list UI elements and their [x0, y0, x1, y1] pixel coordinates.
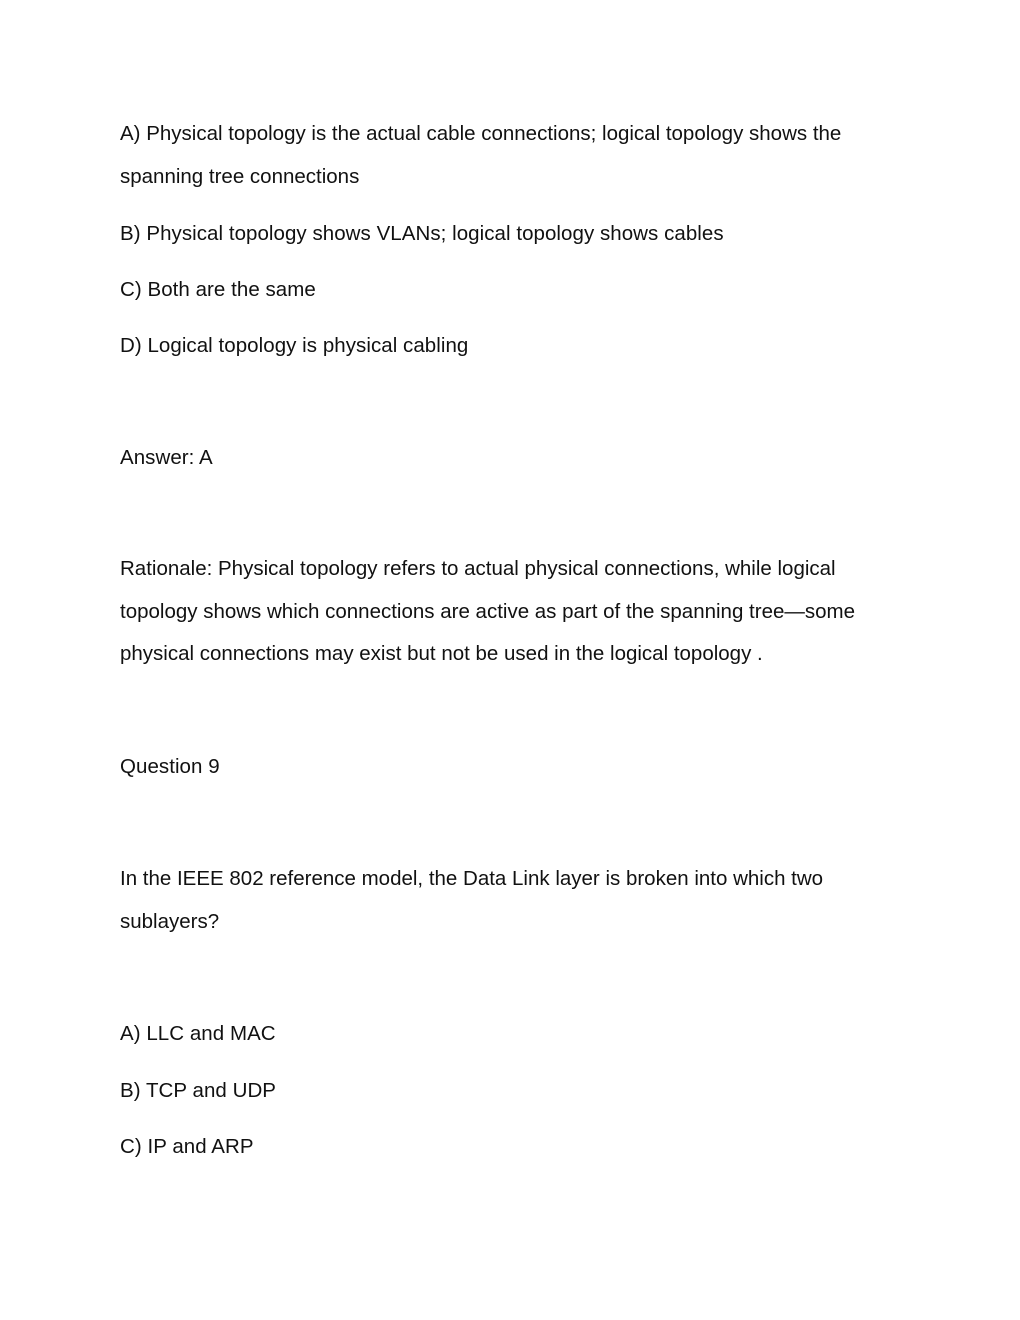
question-9-option-c: C) IP and ARP — [120, 1135, 254, 1158]
question-9-prompt — [120, 858, 910, 943]
question-9-option-b: B) TCP and UDP — [120, 1079, 277, 1102]
rationale-line-2: topology shows which connections are active as part of the spanning tree—some — [120, 599, 855, 623]
question-9-option-a: A) LLC and MAC — [120, 1022, 276, 1045]
question-9-heading: Question 9 — [120, 755, 220, 778]
rationale-line-1: Rationale: Physical topology refers to actual physical connections, while logical — [120, 557, 836, 580]
question-9-prompt-line-2: sublayers? — [120, 909, 220, 933]
rationale-text — [120, 548, 910, 676]
option-b-previous: B) Physical topology shows VLANs; logical topology shows cables — [120, 222, 724, 245]
option-c-previous: C) Both are the same — [120, 278, 316, 301]
rationale-line-3: physical connections may exist but not be used in the logical topology . — [120, 642, 763, 665]
option-a-line-2: spanning tree connections — [120, 164, 360, 188]
option-a-previous — [120, 113, 910, 198]
option-d-previous: D) Logical topology is physical cabling — [120, 334, 469, 357]
option-a-line-1: A) Physical topology is the actual cable connections; logical topology shows the — [120, 122, 842, 145]
answer-text: Answer: A — [120, 446, 213, 469]
question-9-prompt-line-1: In the IEEE 802 reference model, the Data Link layer is broken into which two — [120, 867, 824, 890]
